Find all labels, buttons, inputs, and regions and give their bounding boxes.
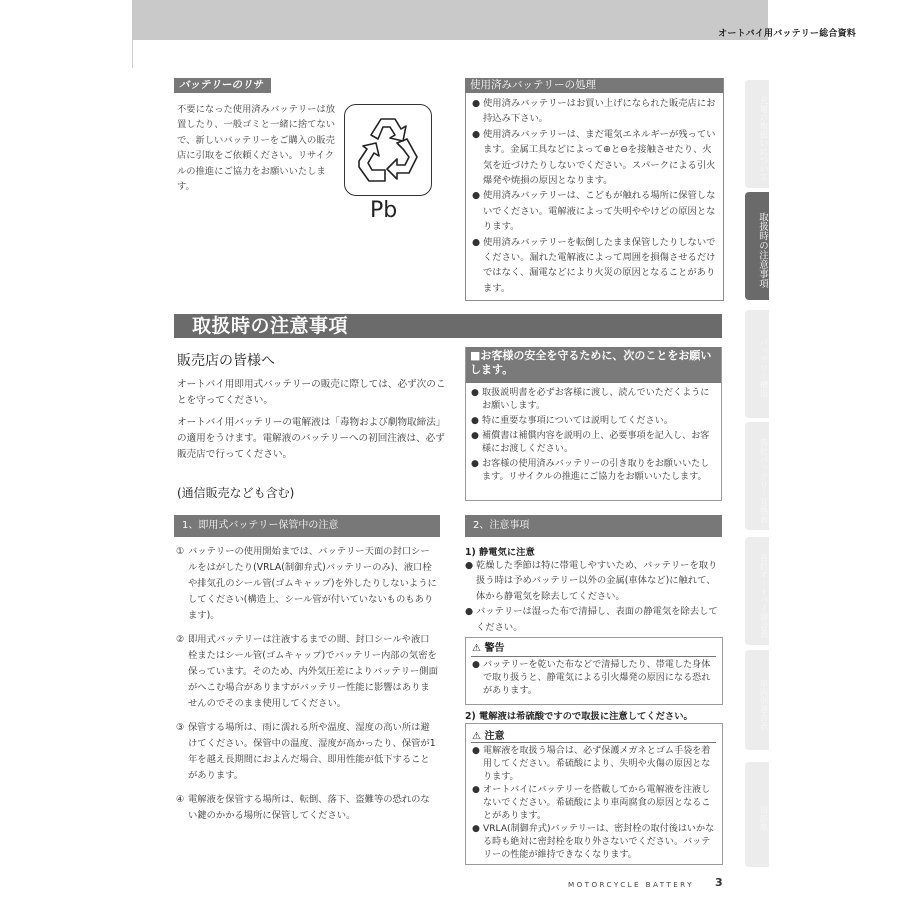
disposal-heading: 使用済みバッテリーの処理 bbox=[465, 78, 723, 93]
list-item: ● バッテリーを乾いた布などで清掃したり、帯電した身体で取り扱うと、静電気による引火爆発の原因になる恐れがあります。 bbox=[472, 660, 711, 696]
recycle-text: 不要になった使用済みバッテリーは放置したり、一般ゴミと一緒に捨てないで、新しいバッテリーをご購入の販売店に引取をご依頼ください。リサイクルの推進にご協力をお願いいたします。 bbox=[177, 104, 336, 193]
page-edge-line bbox=[132, 40, 133, 68]
safety-heading: ■お客様の安全を守るために、次のことをお願いします。 bbox=[466, 347, 721, 383]
bullet-icon: ● bbox=[472, 190, 481, 202]
page-header bbox=[132, 0, 768, 40]
caution-list bbox=[472, 745, 718, 862]
warning-title: ⚠ 警告 bbox=[472, 643, 505, 654]
side-tab-handling-precautions[interactable]: 取扱時の注意事項 bbox=[745, 192, 769, 300]
side-tab-motorcycle-fit[interactable]: 各社オートバイ適合表 bbox=[745, 537, 769, 645]
bullet-icon: ● bbox=[472, 746, 480, 756]
warning-list bbox=[472, 659, 718, 698]
bullet-icon: ● bbox=[465, 606, 474, 618]
divider bbox=[471, 742, 716, 743]
list-item: ● お客様の使用済みバッテリーの引き取りをお願いいたします。リサイクルの推進にご協力をお願いいたします。 bbox=[471, 459, 710, 482]
section1-heading: 1、即用式バッテリー保管中の注意 bbox=[174, 515, 440, 537]
side-tab-vehicle-fit[interactable]: 車両別適合表 bbox=[745, 650, 769, 750]
side-tab-compatibility[interactable]: 各社バッテリー互換表 bbox=[745, 422, 769, 530]
static-electricity-list bbox=[465, 558, 723, 635]
item-number: ① bbox=[176, 546, 185, 557]
divider bbox=[471, 656, 716, 657]
bullet-icon: ● bbox=[472, 236, 481, 248]
item-number: ② bbox=[176, 634, 185, 645]
bullet-icon: ● bbox=[471, 388, 479, 398]
safety-list bbox=[471, 387, 717, 486]
bullet-icon: ● bbox=[471, 416, 479, 426]
list-item: ● 電解液を取扱う場合は、必ず保護メガネとゴム手袋を着用してください。希硫酸により、失明や火傷の原因となります。 bbox=[472, 746, 711, 782]
side-tab-charging[interactable]: 充電の取扱いについて bbox=[745, 80, 769, 188]
page-title: 取扱時の注意事項 bbox=[192, 315, 349, 337]
section2-heading: 2、注意事項 bbox=[465, 515, 722, 537]
footer-label: MOTORCYCLE BATTERY bbox=[568, 880, 694, 889]
warning-icon: ⚠ bbox=[472, 731, 481, 742]
list-item: ④ 電解液を保管する場所は、転倒、落下、盗難等の恐れのない鍵のかかる場所に保管してください。 bbox=[176, 794, 430, 821]
list-item: ② 即用式バッテリーは注液するまでの間、封口シールや液口栓またはシール管(ゴムキャップ)でバッテリー内部の気密を保っています。そのため、内外気圧差によりバッテリー側面がへこむ場合がありますがバッテリー性能に影響はありませんのでそのまま使用してください。 bbox=[176, 634, 438, 709]
warning-icon: ⚠ bbox=[472, 643, 481, 654]
list-item: ● 補償書は補償内容を説明の上、必要事項を記入し、お客様にお渡しください。 bbox=[471, 431, 710, 454]
dealer-paragraph: オートバイ用バッテリーの電解液は「毒物および劇物取締法」の適用をうけます。電解液のバッテリーへの初回注液は、必ず販売店で行ってください。 bbox=[177, 417, 446, 460]
bullet-icon: ● bbox=[472, 128, 481, 140]
list-item: ● オートバイにバッテリーを搭載してから電解液を注液しないでください。希硫酸により車両腐食の原因となることがあります。 bbox=[472, 785, 711, 821]
list-item: ● 使用済みバッテリーはお買い上げになられた販売店にお持込み下さい。 bbox=[472, 98, 716, 125]
item-number: ③ bbox=[176, 722, 185, 733]
bullet-icon: ● bbox=[471, 459, 479, 469]
list-item: ● 取扱説明書を必ずお客様に渡し、読んでいただくようにお願いします。 bbox=[471, 388, 710, 411]
bullet-icon: ● bbox=[465, 560, 474, 571]
disposal-list bbox=[472, 96, 720, 296]
electrolyte-subheading: 2) 電解液は希硫酸ですので取扱に注意してください。 bbox=[465, 711, 693, 722]
dealer-title: 販売店の皆様へ bbox=[177, 353, 275, 369]
list-item: ① バッテリーの使用開始までは、バッテリー天面の封口シールをはがしたり(VRLA(制御弁式)バッテリーのみ)、液口栓や排気孔のシール管(ゴムキャップ)を外したりしないようにしてください(構造上、シール管が付いていないものもあります)。 bbox=[176, 546, 437, 621]
recycle-heading: バッテリーのリサイクル bbox=[174, 78, 271, 93]
bullet-icon: ● bbox=[472, 785, 480, 795]
page-number: 3 bbox=[715, 876, 723, 889]
list-item: ● 使用済みバッテリーを転倒したまま保管したりしないでください。漏れた電解液によって周囲を損傷させるだけではなく、漏電などにより火災の原因となることがあります。 bbox=[472, 236, 716, 294]
side-tab-glossary[interactable]: 用語集 bbox=[745, 762, 769, 867]
document-title: オートバイ用バッテリー総合資料 bbox=[718, 29, 856, 39]
list-item: ● VRLA(制御弁式)バッテリーは、密封栓の取付後はいかなる時も絶対に密封栓を取り外さないでください。バッテリーの性能が維持できなくなります。 bbox=[472, 824, 715, 860]
caution-title: ⚠ 注意 bbox=[472, 731, 505, 742]
list-item: ● バッテリーは湿った布で清掃し、表面の静電気を除去してください。 bbox=[465, 606, 718, 633]
dealer-paragraph: オートバイ用即用式バッテリーの販売に際しては、必ず次のことを守ってください。 bbox=[177, 379, 446, 406]
bullet-icon: ● bbox=[472, 824, 480, 834]
list-item: ● 使用済みバッテリーは、まだ電気エネルギーが残っています。金属工具などによって⊕と⊖を接触させたり、火気を近づけたりしないでください。スパークによる引火爆発や焼損の原因となります。 bbox=[472, 128, 716, 187]
side-tab-battery-structure[interactable]: バッテリー構造 bbox=[745, 310, 769, 418]
static-electricity-subheading: 1) 静電気に注意 bbox=[465, 547, 535, 558]
list-item: ③ 保管する場所は、雨に濡れる所や温度、湿度の高い所は避けてください。保管中の温度、湿度が高かったり、保管が1年を越え長期間におよんだ場合、即用性能が低下することがあります。 bbox=[176, 722, 436, 781]
dealer-note: (通信販売なども含む) bbox=[177, 486, 295, 500]
item-number: ④ bbox=[176, 794, 185, 805]
recycle-icon bbox=[344, 104, 432, 196]
bullet-icon: ● bbox=[472, 98, 481, 109]
bullet-icon: ● bbox=[471, 431, 479, 441]
list-item: ● 特に重要な事項については説明してください。 bbox=[471, 416, 673, 426]
bullet-icon: ● bbox=[472, 660, 480, 670]
list-item: ● 乾燥した季節は特に帯電しやすいため、バッテリーを取り扱う時は予めバッテリー以外の金属(車体など)に触れて、体から静電気を除去してください。 bbox=[465, 560, 718, 602]
lead-symbol-label: Pb bbox=[370, 198, 398, 223]
list-item: ● 使用済みバッテリーは、こどもが触れる場所に保管しないでください。電解液によって失明ややけどの原因となります。 bbox=[472, 190, 716, 233]
section1-list bbox=[176, 544, 438, 832]
